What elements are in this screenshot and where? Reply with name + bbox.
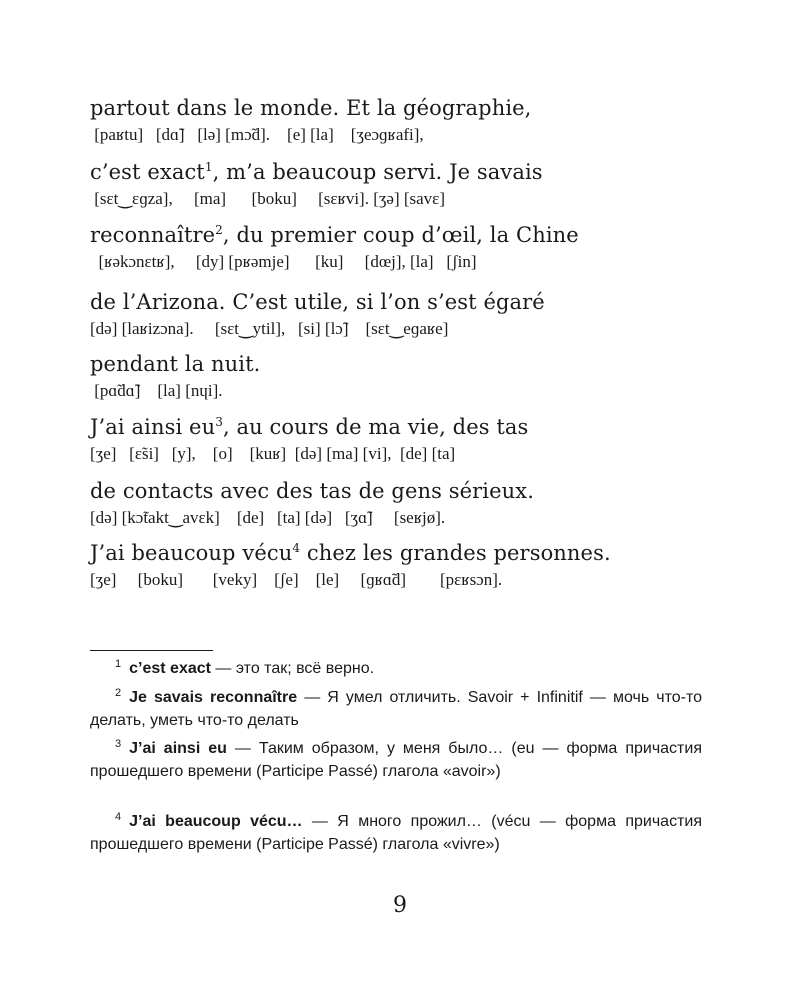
page-number: 9 (393, 893, 407, 918)
french-text: J’ai beaucoup vécu$^4$ chez les grandes personnes. (90, 541, 611, 565)
transcription: [də] [laʁizɔna]. [sɛt‿ytil], [si] [lɔ̃] [sɛt‿eɡaʁe] (90, 319, 449, 338)
footnote-number: 4 (115, 811, 122, 823)
transcription: [paʁtu] [dɑ̃] [lə] [mɔ̃d]. [e] [la] [ʒeɔɡʁafi], (90, 125, 424, 144)
french-text: partout dans le monde. Et la géographie, (90, 96, 532, 120)
footnote-ref: 3 (215, 415, 223, 429)
french-text: de l’Arizona. C’est utile, si l’on s’est égaré (90, 290, 545, 314)
transcription: [ʒe] [ɛ̃si] [y], [o] [kuʁ] [də] [ma] [vi], [de] [ta] (90, 444, 456, 463)
transcription: [ʒe] [boku] [veky] [ʃe] [le] [ɡʁɑ̃d] [pɛʁsɔn]. (90, 570, 503, 589)
footnote-2 (90, 686, 702, 732)
footnote-text: — Таким образом, у меня было… (eu — форма причастия прошедшего времени (Participe Passé) глагола «avoir») (90, 740, 702, 780)
french-text: pendant la nuit. (90, 352, 261, 376)
french-text: de contacts avec des tas de gens sérieux. (90, 479, 534, 503)
footnote-3 (90, 737, 702, 783)
footnote-term: J’ai ainsi eu (129, 740, 227, 757)
footnote-1 (90, 657, 702, 680)
footnote-number: 1 (115, 658, 122, 670)
transcription: [ʁəkɔnɛtʁ], [dy] [pʁəmje] [ku] [dœj], [la] [ʃin] (90, 252, 477, 271)
footnote-ref: 1 (204, 160, 213, 174)
footnote-number: 2 (115, 687, 122, 699)
footnote-term: Je savais reconnaître (129, 689, 298, 706)
french-text: c’est exact$^1$, m’a beaucoup servi. Je savais (90, 160, 543, 184)
transcription: [pɑ̃dɑ̃] [la] [nɥi]. (90, 381, 223, 400)
footnote-ref: 4 (292, 541, 301, 555)
transcription: [də] [kɔ̃takt‿avɛk] [de] [ta] [də] [ʒɑ̃] [seʁjø]. (90, 508, 446, 527)
footnote-text: — Я умел отличить. Savoir + Infinitif — мочь что-то делать, уметь что-то делать (90, 689, 703, 729)
footnote-number: 3 (115, 738, 122, 750)
french-text: J’ai ainsi $eu^3$, au cours de ma vie, des tas (90, 415, 529, 439)
footnote-term: J’ai beaucoup vécu… (129, 813, 303, 830)
footnote-term: c’est exact (129, 660, 211, 677)
transcription: [sɛt‿ɛɡza], [ma] [boku] [sɛʁvi]. [ʒə] [savɛ] (90, 189, 445, 208)
footnote-separator (90, 650, 213, 651)
footnote-text: — это так; всё верно. (210, 660, 375, 677)
french-text: reconnaître$^2$, du premier coup d’œil, la Chine (90, 223, 579, 247)
footnote-text: — Я много прожил… (vécu — форма причастия прошедшего времени (Participe Passé) глагола «vivre») (90, 813, 703, 853)
footnote-ref: 2 (215, 223, 223, 237)
footnote-4 (90, 810, 702, 856)
